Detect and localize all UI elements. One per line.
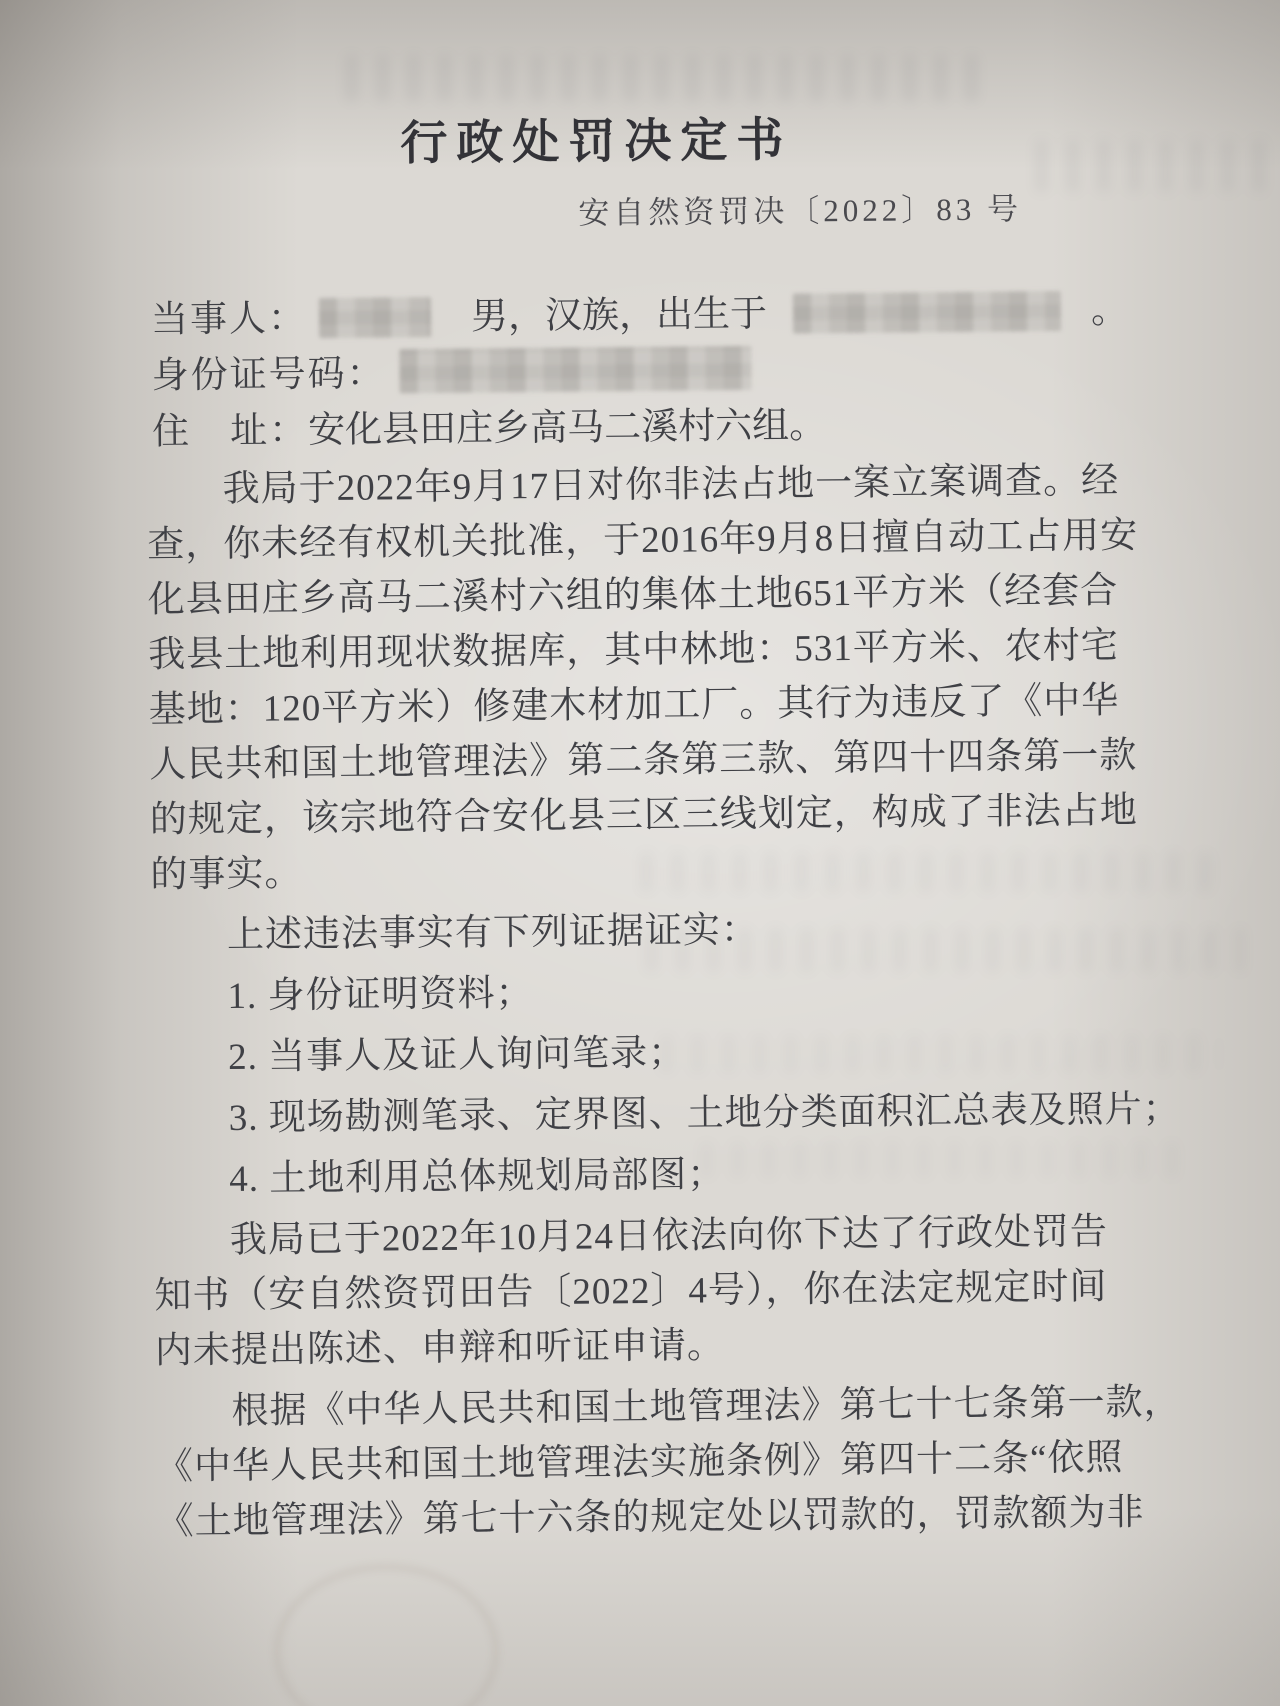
body-line: 《土地管理法》第七十六条的规定处以罚款的，罚款额为非 [156,1492,1145,1543]
party-line-end: 。 [1090,290,1129,332]
body-line: 我局已于2022年10月24日依法向你下达了行政处罚告 [229,1211,1109,1261]
body-line: 《中华人民共和国土地管理法实施条例》第四十二条“依照 [155,1437,1124,1488]
body-line: 内未提出陈述、申辩和听证申请。 [154,1325,726,1372]
body-line: 知书（安自然资罚田告〔2022〕4号），你在法定规定时间 [154,1266,1108,1317]
body-line: 查，你未经有权机关批准，于2016年9月8日擅自动工占用安 [147,515,1139,566]
party-info-section [3,282,1280,462]
address-label: 住 址： [151,410,309,453]
body-line: 人民共和国土地管理法》第二条第三款、第四十四条第一款 [149,735,1138,786]
body-line: 化县田庄乡高马二溪村六组的集体土地651平方米（经套合 [147,570,1119,621]
redacted-name [319,297,431,338]
evidence-item: 4. 土地利用总体规划局部图； [229,1154,726,1200]
evidence-item: 2. 当事人及证人询问笔录； [227,1032,687,1079]
address-line [152,394,1280,461]
body-line: 我县土地利用现状数据库，其中林地：531平方米、农村宅 [148,625,1119,676]
body-line: 根据《中华人民共和国土地管理法》第七十七条第一款， [231,1381,1182,1432]
body-line: 我局于2022年9月17日对你非法占地一案立案调查。经 [222,460,1120,511]
document-number: 安自然资罚决〔2022〕83 号 [578,191,1023,231]
faint-circle-mark [275,1565,498,1706]
body-line: 上述违法事实有下列证据证实： [226,909,760,957]
body-line: 基地：120平方米）修建木材加工厂。其行为违反了《中华 [148,680,1120,731]
evidence-item: 3. 现场勘测笔录、定界图、土地分类面积汇总表及照片； [228,1088,1181,1139]
redacted-birthdate [793,291,1061,334]
redacted-id-number [399,346,751,393]
party-label: 当事人： [150,298,308,341]
id-number-label: 身份证号码： [151,353,386,397]
party-line [151,282,1280,349]
party-details: 男，汉族，出生于 [470,293,768,338]
address-value: 安化县田庄乡高马二溪村六组。 [307,405,827,452]
evidence-item: 1. 身份证明资料； [227,973,534,1018]
body-line: 的规定，该宗地符合安化县三区三线划定，构成了非法占地 [149,790,1139,841]
document-title: 行政处罚决定书 [400,114,793,171]
body-line: 的事实。 [150,853,303,896]
document-body [4,453,1182,1551]
